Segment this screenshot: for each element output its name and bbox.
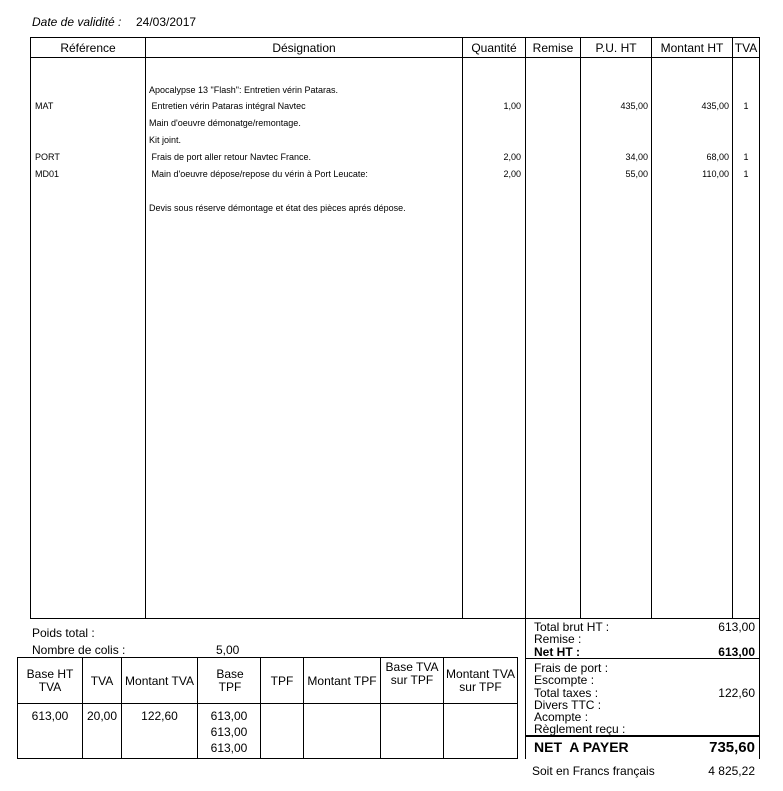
header-reference: Référence	[60, 41, 116, 55]
tax-base-tpf: 613,00	[210, 725, 248, 739]
tax-header-base-ht: Base HT TVA	[26, 667, 74, 694]
total-taxes-label: Total taxes :	[534, 686, 599, 700]
row-designation: Main d'oeuvre dépose/repose du vérin à Port Leucate:	[149, 169, 368, 179]
tax-header-montant-tva: Montant TVA	[125, 674, 194, 688]
tax-base-tpf: 613,00	[210, 741, 248, 755]
reglement-label: Règlement reçu :	[534, 722, 626, 736]
net-ht-label: Net HT :	[534, 645, 580, 659]
tax-header-montant-tva-tpf: Montant TVA sur TPF	[446, 667, 515, 694]
colis-value: 5,00	[216, 643, 240, 657]
row-montant: 435,00	[701, 101, 729, 111]
francs-value: 4 825,22	[708, 764, 755, 778]
row-ref: PORT	[35, 152, 60, 162]
total-brut-label: Total brut HT :	[534, 620, 610, 634]
acompte-label: Acompte :	[534, 710, 589, 724]
tax-tva: 20,00	[86, 709, 118, 723]
row-designation: Apocalypse 13 "Flash": Entretien vérin Pataras.	[149, 85, 338, 95]
divers-label: Divers TTC :	[534, 698, 602, 712]
row-montant: 68,00	[706, 152, 729, 162]
tax-montant-tva: 122,60	[141, 709, 178, 723]
row-tva: 1	[743, 169, 749, 179]
tax-header-tpf: TPF	[270, 674, 294, 688]
net-payer-value: 735,60	[709, 739, 755, 756]
poids-label: Poids total :	[32, 626, 95, 640]
header-pu-ht: P.U. HT	[595, 41, 637, 55]
total-brut-value: 613,00	[718, 620, 755, 634]
row-designation: Entretien vérin Pataras intégral Navtec	[149, 101, 306, 111]
header-remise: Remise	[532, 41, 574, 55]
net-payer-label: NET A PAYER	[534, 739, 629, 755]
row-designation: Frais de port aller retour Navtec France.	[149, 152, 312, 162]
tax-base-ht: 613,00	[31, 709, 69, 723]
row-pu: 34,00	[625, 152, 648, 162]
row-ref: MD01	[35, 169, 60, 179]
row-montant: 110,00	[702, 169, 729, 179]
header-tva: TVA	[734, 41, 758, 55]
net-ht-value: 613,00	[718, 645, 755, 659]
frais-port-label: Frais de port :	[534, 661, 609, 675]
row-qty: 1,00	[503, 101, 521, 111]
header-montant-ht: Montant HT	[660, 41, 724, 55]
total-taxes-value: 122,60	[718, 686, 755, 700]
row-tva: 1	[743, 152, 749, 162]
tax-base-tpf: 613,00	[210, 709, 248, 723]
validity-date: 24/03/2017	[136, 15, 197, 29]
row-designation: Main d'oeuvre démonatge/remontage.	[149, 118, 301, 128]
row-qty: 2,00	[503, 169, 521, 179]
row-designation: Devis sous réserve démontage et état des pièces aprés dépose.	[149, 203, 406, 213]
row-ref: MAT	[35, 101, 54, 111]
validity-label: Date de validité :	[32, 15, 122, 29]
colis-label: Nombre de colis :	[32, 643, 126, 657]
escompte-label: Escompte :	[534, 673, 595, 687]
tax-header-tva: TVA	[90, 674, 114, 688]
row-qty: 2,00	[503, 152, 521, 162]
remise-label: Remise :	[534, 632, 582, 646]
row-designation: Kit joint.	[149, 135, 182, 145]
tax-header-base-tpf: Base TPF	[216, 667, 244, 694]
francs-label: Soit en Francs français	[532, 764, 655, 778]
row-tva: 1	[743, 101, 749, 111]
tax-header-montant-tpf: Montant TPF	[307, 674, 377, 688]
row-pu: 55,00	[625, 169, 648, 179]
header-designation: Désignation	[272, 41, 336, 55]
row-pu: 435,00	[620, 101, 648, 111]
header-quantite: Quantité	[471, 41, 517, 55]
tax-header-base-tva-tpf: Base TVA sur TPF	[385, 660, 439, 687]
